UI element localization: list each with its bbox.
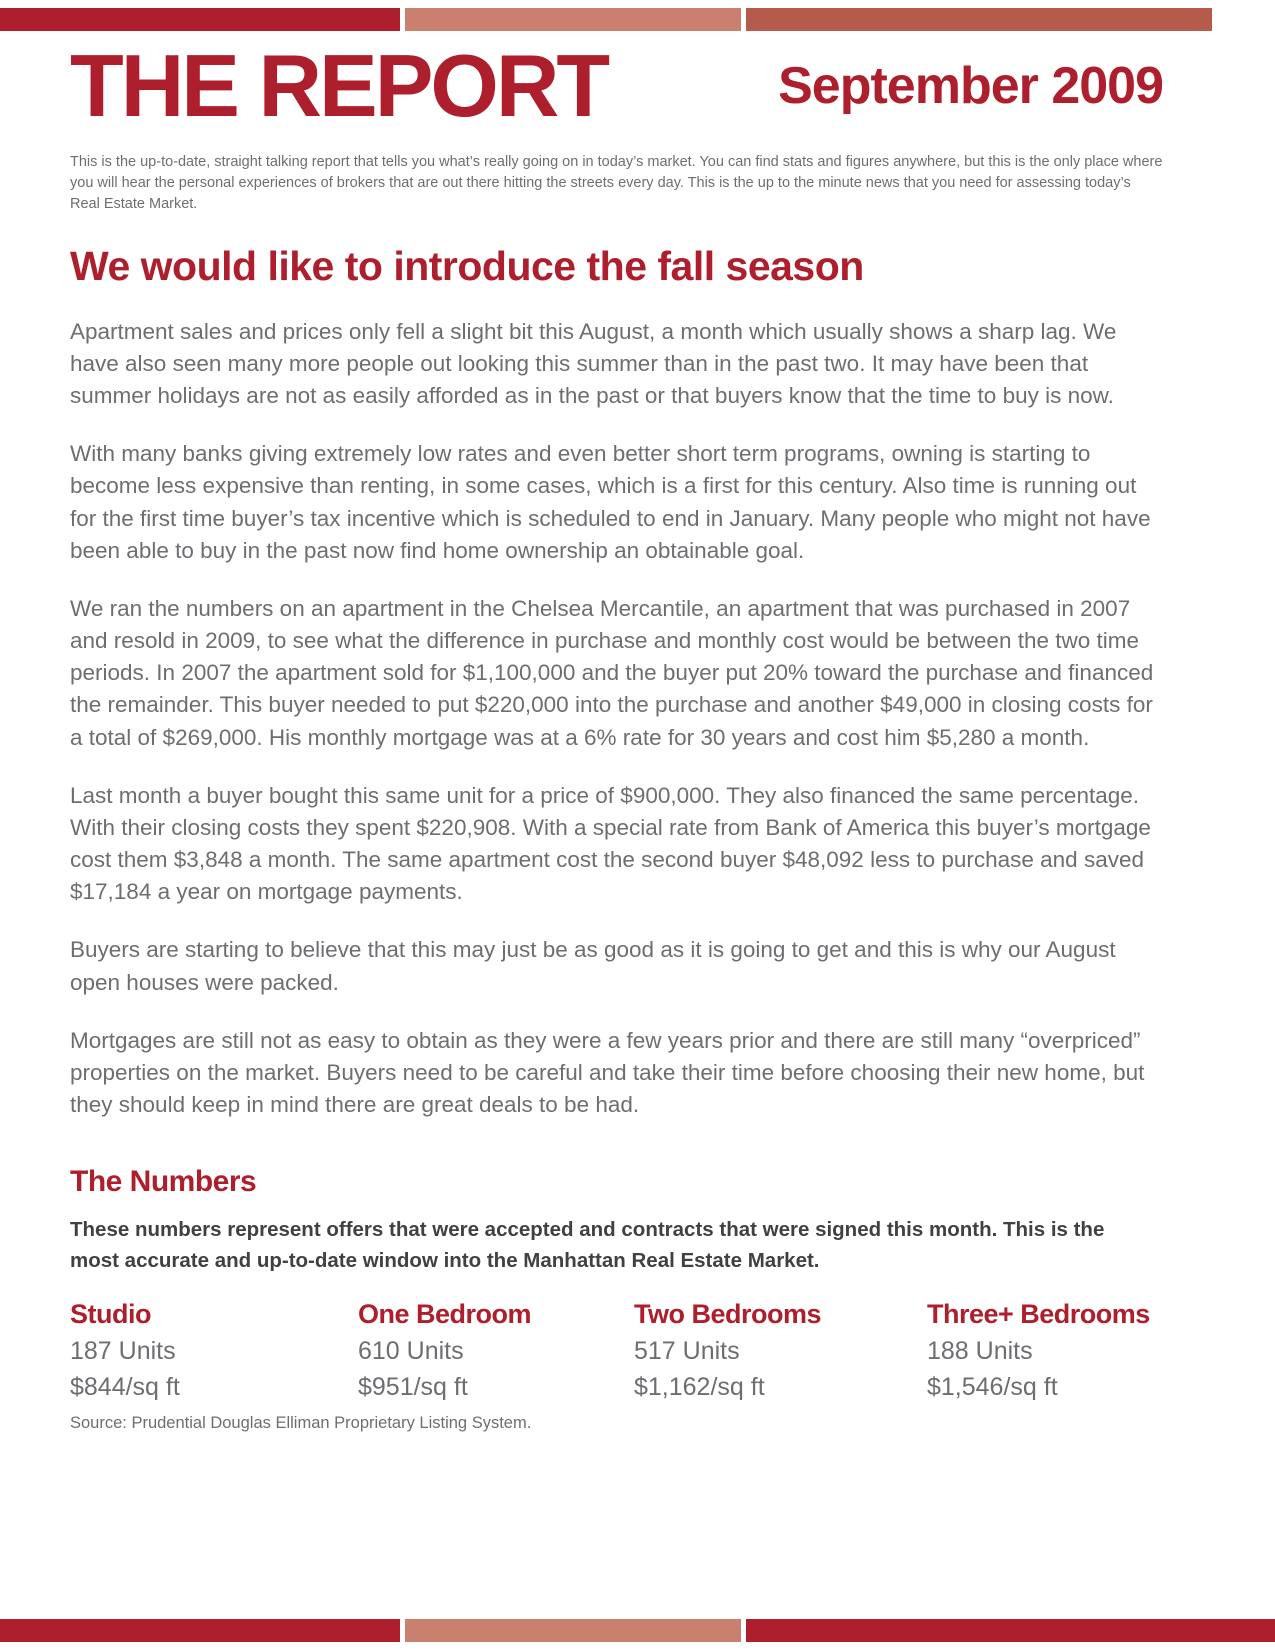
source-note: Source: Prudential Douglas Elliman Proprietary Listing System.	[70, 1413, 532, 1432]
stat-column-two-bedrooms	[634, 1299, 927, 1402]
article-paragraph: Buyers are starting to believe that this may just be as good as it is going to get and this is why our August open houses were packed.	[70, 937, 1116, 995]
stat-price: $951/sq ft	[358, 1372, 468, 1401]
masthead-tagline: This is the up-to-date, straight talking report that tells you what’s really going on in today’s market. You can find stats and figures anywhere, but this is the only place where you will hear the personal experiences of brokers that are out there hitting the streets every day. This is the up to the minute news that you need for assessing today’s Real Estate Market.	[70, 153, 1163, 212]
article-paragraph: With many banks giving extremely low rates and even better short term programs, owning is starting to become less expensive than renting, in some cases, which is a first for this century. Also time is running out for the first time buyer’s tax incentive which is scheduled to end in January. Many people who might not have been able to buy in the past now find home ownership an obtainable goal.	[70, 441, 1151, 563]
stat-units: 517 Units	[634, 1336, 740, 1365]
main-content	[0, 152, 1275, 1433]
bottom-bar-segment-right	[746, 1619, 1275, 1642]
stat-label: One Bedroom	[358, 1298, 532, 1329]
bottom-decorative-bar	[0, 1619, 1275, 1642]
top-bar-segment-left	[0, 8, 400, 31]
stat-units: 188 Units	[927, 1336, 1033, 1365]
issue-date: September 2009	[778, 57, 1163, 115]
stat-label: Three+ Bedrooms	[927, 1298, 1150, 1329]
stat-column-one-bedroom	[358, 1299, 634, 1402]
stat-label: Studio	[70, 1298, 151, 1329]
stat-price: $844/sq ft	[70, 1372, 180, 1401]
stat-column-three-plus-bedrooms	[927, 1299, 1163, 1402]
article-paragraph: Apartment sales and prices only fell a slight bit this August, a month which usually shows a sharp lag. We have also seen many more people out looking this summer than in the past two. It may have been that summer holidays are not as easily afforded as in the past or that buyers know that the time to buy is now.	[70, 318, 1117, 408]
top-bar-segment-middle	[405, 8, 741, 31]
stat-price: $1,162/sq ft	[634, 1372, 765, 1401]
top-bar-segment-right	[746, 8, 1212, 31]
article-paragraph: We ran the numbers on an apartment in the Chelsea Mercantile, an apartment that was purchased in 2007 and resold in 2009, to see what the difference in purchase and monthly cost would be between the two time periods. In 2007 the apartment sold for $1,100,000 and the buyer put 20% toward the purchase and financed the remainder. This buyer needed to put $220,000 into the purchase and another $49,000 in closing costs for a total of $269,000. His monthly mortgage was at a 6% rate for 30 years and cost him $5,280 a month.	[70, 595, 1154, 750]
bottom-bar-segment-left	[0, 1619, 400, 1642]
bottom-bar-segment-middle	[405, 1619, 741, 1642]
numbers-heading: The Numbers	[70, 1165, 257, 1199]
stat-units: 187 Units	[70, 1336, 176, 1365]
numbers-section	[70, 1165, 1163, 1433]
stat-price: $1,546/sq ft	[927, 1372, 1058, 1401]
stats-columns	[70, 1299, 1163, 1402]
stat-column-studio	[70, 1299, 358, 1402]
top-decorative-bar	[0, 8, 1275, 31]
numbers-description: These numbers represent offers that were accepted and contracts that were signed this month. This is the most accurate and up-to-date window into the Manhattan Real Estate Market.	[70, 1218, 1105, 1272]
stat-units: 610 Units	[358, 1336, 464, 1365]
article-paragraph: Mortgages are still not as easy to obtain as they were a few years prior and there are still many “overpriced” properties on the market. Buyers need to be careful and take their time before choosing their new home, but they should keep in mind there are great deals to be had.	[70, 1027, 1145, 1118]
article-paragraph: Last month a buyer bought this same unit for a price of $900,000. They also financed the same percentage. With their closing costs they spent $220,908. With a special rate from Bank of America this buyer’s mortgage cost them $3,848 a month. The same apartment cost the second buyer $48,092 less to purchase and saved $17,184 a year on mortgage payments.	[70, 782, 1151, 905]
report-title: THE REPORT	[70, 36, 608, 135]
stat-label: Two Bedrooms	[634, 1298, 822, 1329]
article-headline: We would like to introduce the fall season	[70, 242, 864, 289]
